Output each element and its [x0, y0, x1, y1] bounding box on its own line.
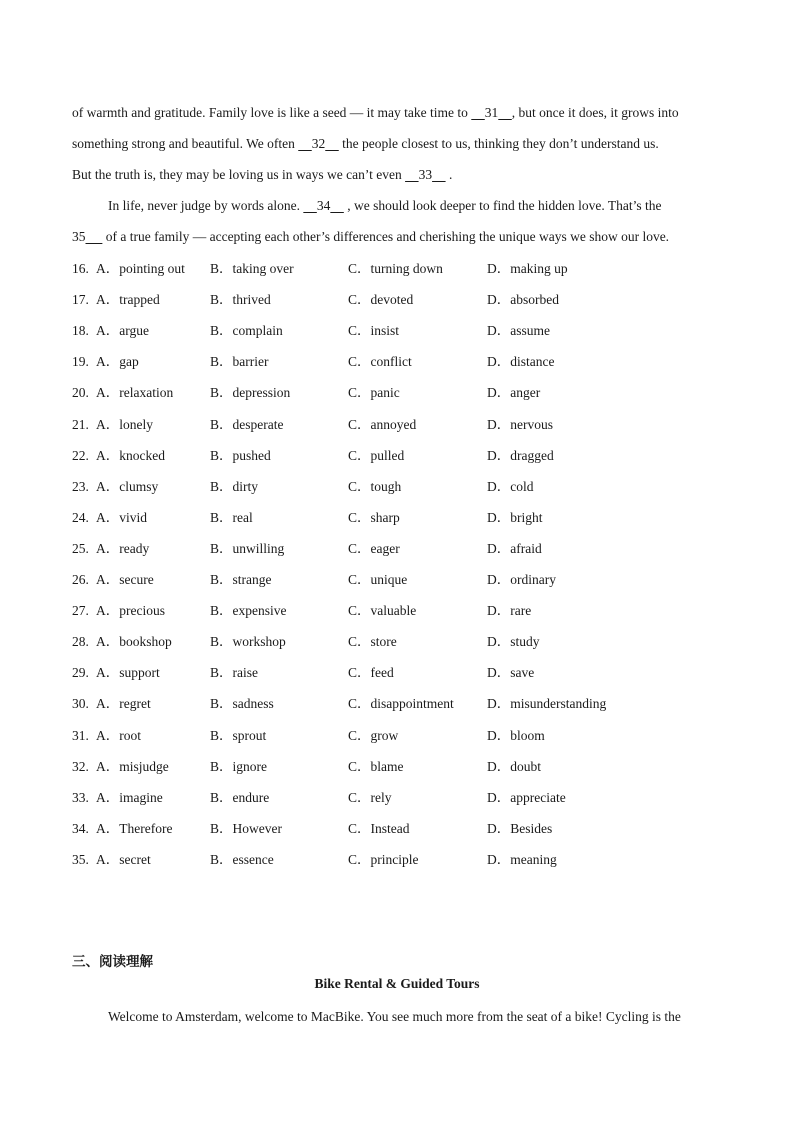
option-a: A．precious: [96, 603, 165, 619]
option-a: A．imagine: [96, 789, 163, 805]
passage-text: of a true family — accepting each other’s differences and cherishing the unique ways we show our love.: [102, 229, 670, 244]
question-row: [72, 633, 722, 651]
option-b: B．expensive: [210, 603, 287, 619]
option-b: B．depression: [210, 385, 291, 401]
option-d: D．cold: [487, 478, 534, 494]
question-row: [72, 384, 722, 402]
passage-text: the people closest to us, thinking they don’t understand us.: [338, 136, 659, 151]
option-d: D．anger: [487, 385, 541, 401]
option-b: B．unwilling: [210, 540, 285, 556]
passage-line-1: [72, 104, 722, 122]
option-c: C．pulled: [348, 447, 405, 463]
option-b: B．endure: [210, 789, 270, 805]
option-a: A．trapped: [96, 292, 160, 308]
blank-32: 32: [311, 136, 326, 151]
passage-text: In life, never judge by words alone.: [108, 198, 304, 213]
question-row: [72, 540, 722, 558]
question-number: 28.: [72, 634, 89, 650]
option-d: D．rare: [487, 603, 532, 619]
passage-line-3: [72, 166, 722, 184]
option-c: C．eager: [348, 540, 400, 556]
option-c: C．rely: [348, 789, 392, 805]
option-b: B．pushed: [210, 447, 271, 463]
option-c: C．insist: [348, 323, 400, 339]
option-c: C．blame: [348, 758, 404, 774]
question-number: 31.: [72, 727, 89, 743]
passage-text: , we should look deeper to find the hidden love. That’s the: [343, 198, 662, 213]
passage-text: something strong and beautiful. We often: [72, 136, 299, 151]
question-row: [72, 509, 722, 527]
option-d: D．appreciate: [487, 789, 566, 805]
question-row: [72, 416, 722, 434]
question-row: [72, 851, 722, 869]
passage-text: of warmth and gratitude. Family love is like a seed — it may take time to: [72, 105, 472, 120]
question-number: 27.: [72, 603, 89, 619]
option-b: B．barrier: [210, 354, 269, 370]
option-c: C．tough: [348, 478, 402, 494]
option-d: D．afraid: [487, 540, 542, 556]
option-a: A．bookshop: [96, 634, 172, 650]
option-a: A．vivid: [96, 509, 148, 525]
option-a: A．clumsy: [96, 478, 159, 494]
section-heading: 三、阅读理解: [72, 954, 153, 970]
option-b: B．sprout: [210, 727, 267, 743]
question-row: [72, 820, 722, 838]
option-a: A．secure: [96, 572, 154, 587]
passage-line-4: [108, 197, 722, 215]
option-d: D．study: [487, 634, 540, 650]
option-a: A．relaxation: [96, 385, 174, 401]
question-row: [72, 478, 722, 496]
option-a: A．argue: [96, 323, 149, 339]
question-row: [72, 447, 722, 465]
question-number: 24.: [72, 509, 89, 525]
question-number: 34.: [72, 820, 89, 836]
option-b: B．complain: [210, 323, 283, 339]
option-d: D．nervous: [487, 416, 553, 432]
blank-33: 33: [418, 167, 433, 182]
option-a: A．gap: [96, 354, 139, 370]
question-number: 16.: [72, 261, 89, 276]
reading-title: Bike Rental & Guided Tours: [314, 976, 480, 991]
option-b: B．real: [210, 509, 253, 525]
option-d: D．absorbed: [487, 292, 559, 308]
option-c: C．devoted: [348, 292, 414, 308]
option-b: B．However: [210, 820, 282, 836]
blank-34: 34: [316, 198, 331, 213]
option-d: D．meaning: [487, 851, 557, 867]
question-row: [72, 291, 722, 309]
question-number: 30.: [72, 696, 89, 712]
option-a: A．regret: [96, 696, 151, 712]
option-c: C．valuable: [348, 603, 417, 619]
question-row: [72, 727, 722, 745]
option-a: A．support: [96, 665, 160, 681]
option-b: B．workshop: [210, 634, 286, 650]
option-b: B．sadness: [210, 696, 274, 712]
option-c: C．grow: [348, 727, 399, 743]
option-d: D．dragged: [487, 447, 554, 463]
question-number: 20.: [72, 385, 89, 401]
option-c: C．Instead: [348, 820, 410, 836]
question-number: 29.: [72, 665, 89, 681]
option-d: D．ordinary: [487, 572, 556, 587]
option-a: A．secret: [96, 851, 151, 867]
option-a: A．knocked: [96, 447, 165, 463]
option-d: D．misunderstanding: [487, 696, 607, 712]
question-row: [72, 353, 722, 371]
question-number: 23.: [72, 478, 89, 494]
option-d: D．doubt: [487, 758, 541, 774]
question-number: 26.: [72, 572, 89, 587]
question-number: 25.: [72, 540, 89, 556]
option-a: A．root: [96, 727, 141, 743]
passage-line-2: [72, 135, 722, 153]
option-d: D．making up: [487, 261, 568, 276]
question-row: [72, 322, 722, 340]
blank-35: 35: [72, 229, 86, 244]
question-row: [72, 789, 722, 807]
question-number: 22.: [72, 447, 89, 463]
option-d: D．assume: [487, 323, 550, 339]
option-c: C．disappointment: [348, 696, 454, 712]
passage-text: .: [445, 167, 453, 182]
option-c: C．store: [348, 634, 397, 650]
option-d: D．save: [487, 665, 535, 681]
passage-text: , but once it does, it grows into: [511, 105, 679, 120]
option-c: C．panic: [348, 385, 400, 401]
option-b: B．raise: [210, 665, 258, 681]
option-c: C．sharp: [348, 509, 400, 525]
option-d: D．bright: [487, 509, 543, 525]
option-c: C．unique: [348, 572, 408, 587]
question-row: [72, 758, 722, 776]
question-number: 33.: [72, 789, 89, 805]
blank-31: 31: [484, 105, 499, 120]
question-row: [72, 695, 722, 713]
option-a: A．lonely: [96, 416, 153, 432]
question-row: [72, 664, 722, 682]
option-a: A．ready: [96, 540, 150, 556]
option-b: B．taking over: [210, 261, 294, 276]
option-c: C．turning down: [348, 261, 443, 276]
passage-text: But the truth is, they may be loving us in ways we can’t even: [72, 167, 406, 182]
option-b: B．ignore: [210, 758, 267, 774]
option-a: A．misjudge: [96, 758, 169, 774]
question-number: 18.: [72, 323, 89, 339]
question-number: 21.: [72, 416, 89, 432]
question-row: [72, 260, 722, 278]
option-b: B．essence: [210, 851, 274, 867]
option-b: B．thrived: [210, 292, 271, 308]
option-b: B．dirty: [210, 478, 259, 494]
option-d: D．Besides: [487, 820, 553, 836]
option-d: D．bloom: [487, 727, 545, 743]
question-row: [72, 602, 722, 620]
question-number: 19.: [72, 354, 89, 370]
option-c: C．feed: [348, 665, 394, 681]
question-number: 35.: [72, 851, 89, 867]
option-d: D．distance: [487, 354, 555, 370]
option-b: B．strange: [210, 572, 272, 587]
option-a: A．pointing out: [96, 261, 185, 276]
passage-line-5: [72, 228, 722, 246]
question-number: 32.: [72, 758, 89, 774]
option-c: C．principle: [348, 851, 419, 867]
option-c: C．annoyed: [348, 416, 417, 432]
option-b: B．desperate: [210, 416, 284, 432]
option-a: A．Therefore: [96, 820, 173, 836]
option-c: C．conflict: [348, 354, 412, 370]
reading-first-line: Welcome to Amsterdam, welcome to MacBike. You see much more from the seat of a bike! Cycling is the: [108, 1009, 681, 1024]
question-row: [72, 571, 722, 589]
question-number: 17.: [72, 292, 89, 308]
